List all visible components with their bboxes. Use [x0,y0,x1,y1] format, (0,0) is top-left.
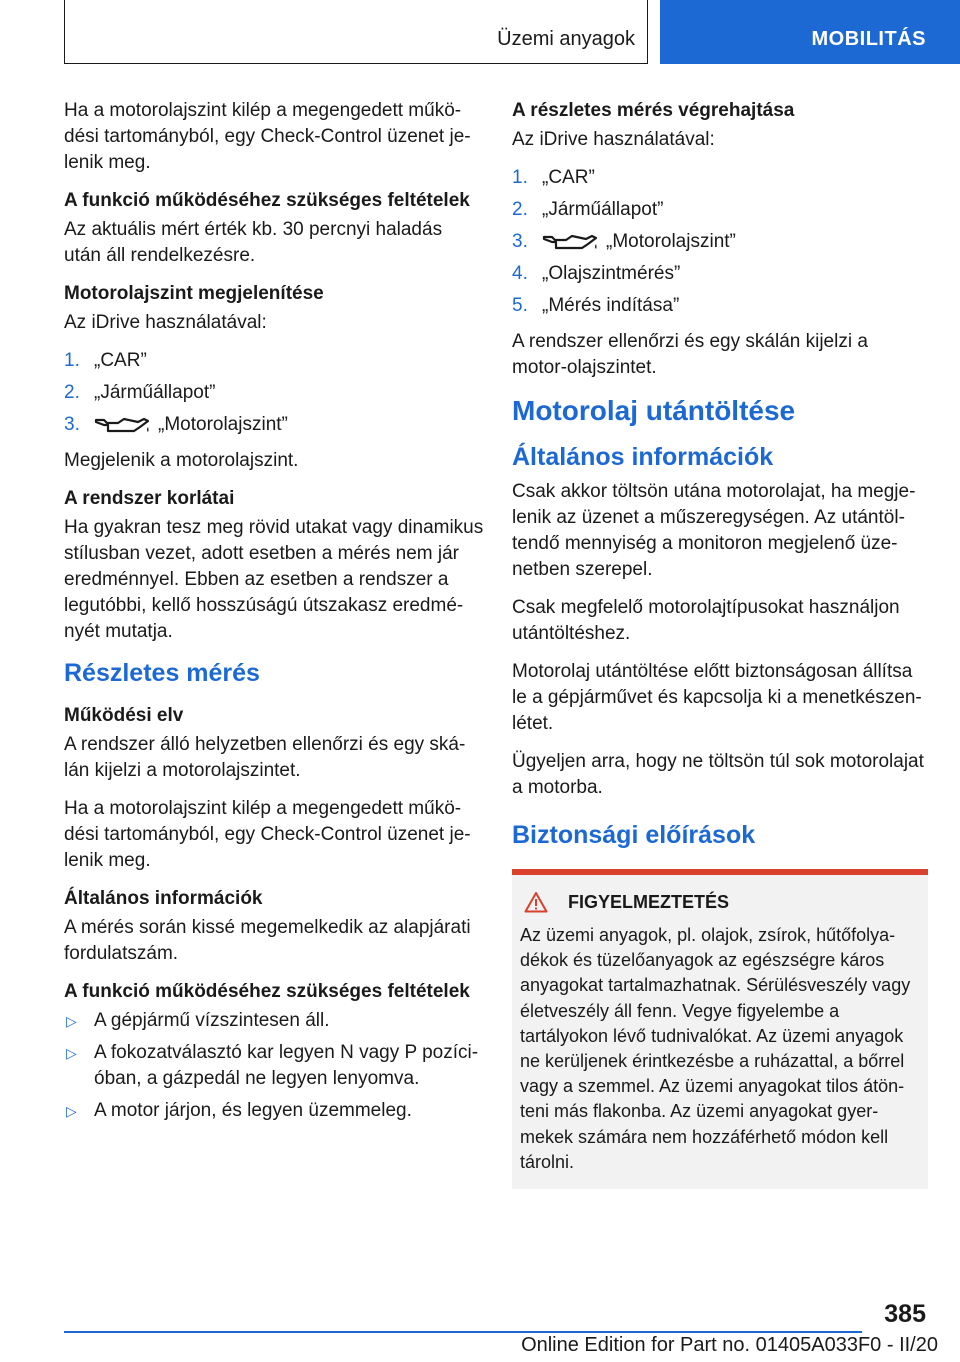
display-heading: Motorolajszint megjelenítése [64,283,324,304]
func-req-text: Az aktuális mért érték kb. 30 percnyi haladás után áll rendelkezésre. [64,219,443,266]
list-item: ▷ A motor járjon, és legyen üzemmeleg. [64,1098,484,1124]
triangle-bullet-icon: ▷ [66,1103,77,1119]
section-title: Üzemi anyagok [497,28,635,50]
general-text-left: A mérés során kissé megemelkedik az alapjárati fordulatszám. [64,917,471,964]
footer-divider [64,1331,862,1333]
list-item: 4. „Olajszintmérés” [512,263,681,284]
safety-heading: Biztonsági előírások [512,821,756,849]
func-req-heading: A funkció működéséhez szükséges feltételek [64,190,470,211]
display-steps-list [64,348,484,438]
list-item: ▷ A gépjármű vízszintesen áll. [64,1008,484,1034]
limits-text: Ha gyakran tesz meg rövid utakat vagy dinamikus stílusban vezet, adott esetben a mérés nem jár eredménnyel. Ebben az esetben a rendszer a legutóbbi, kellő hosszúságú útszakasz eredmé-nyét mutatja. [64,517,484,642]
warning-text: Az üzemi anyagok, pl. olajok, zsírok, hűtőfolya-dékok és tüzelőanyagok az egészségre káros anyagokat tartalmazhatnak. Sérülésveszély vagy életveszély áll fenn. Vegye figyelembe a tartályokon lévő tudnivalókat. Az üzemi anyagok ne kerüljenek érintkezésbe a ruházattal, a bőrrel vagy a szemmel. Az üzemi anyagokat tilos átön-teni más flakonba. Az üzemi anyagokat gyer-mekek számára nem hozzáférhető módon kell tárolni. [520,925,911,1172]
detail-heading: Részletes mérés [64,659,260,687]
general-heading-left: Általános információk [64,888,263,909]
oil-can-icon [542,232,598,252]
warning-triangle-icon [524,891,548,913]
list-item: 5. „Mérés indítása” [512,295,680,316]
display-result: Megjelenik a motorolajszint. [64,450,299,471]
triangle-bullet-icon: ▷ [66,1013,77,1029]
principle-text-2: Ha a motorolajszint kilép a megengedett műkö-dési tartományból, egy Check-Control üzenet je-lenik meg. [64,798,471,871]
list-item: 1. „CAR” [512,167,595,188]
general-heading-right: Általános információk [512,443,774,471]
func-req-heading-2: A funkció működéséhez szükséges feltételek [64,981,470,1002]
list-item: 3. „Motorolajszint” [64,414,288,435]
exec-result: A rendszer ellenőrzi és egy skálán kijelzi a motor-olajszintet. [512,331,868,378]
exec-steps-list [512,165,928,319]
list-item: 2. „Járműállapot” [512,199,664,220]
principle-text-1: A rendszer álló helyzetben ellenőrzi és egy ská-lán kijelzi a motorolajszintet. [64,734,466,781]
list-item: 1. „CAR” [64,350,147,371]
general-paragraph-3: Motorolaj utántöltése előtt biztonságosan állítsa le a gépjárművet és kapcsolja ki a menetkészen-létet. [512,661,922,734]
triangle-bullet-icon: ▷ [66,1045,77,1061]
footer-edition: Online Edition for Part no. 01405A033F0 - II/20 [521,1334,938,1356]
list-item: ▷ A fokozatválasztó kar legyen N vagy P pozíci-óban, a gázpedál ne legyen lenyomva. [66,1042,479,1089]
exec-intro: Az iDrive használatával: [512,129,715,150]
list-item: 3. „Motorolajszint” [512,231,736,252]
exec-heading: A részletes mérés végrehajtása [512,100,795,121]
header-section-box [64,0,648,64]
conditions-list [64,1008,484,1124]
general-paragraph-1: Csak akkor töltsön utána motorolajat, ha megje-lenik az üzenet a műszeregységen. Az utántöl-tendő mennyiség a monitoron megjelenő üze-netben szerepel. [512,481,916,580]
warning-title-row [520,889,920,915]
display-intro: Az iDrive használatával: [64,312,267,333]
general-paragraph-2: Csak megfelelő motorolajtípusokat használjon utántöltéshez. [512,597,900,644]
left-column [64,98,484,1134]
limits-heading: A rendszer korlátai [64,488,235,509]
general-paragraph-4: Ügyeljen arra, hogy ne töltsön túl sok motorolajat a motorba. [512,751,924,798]
refill-heading: Motorolaj utántöltése [512,395,796,426]
principle-heading: Működési elv [64,705,184,726]
chapter-tab [660,0,960,64]
warning-title: FIGYELMEZTETÉS [568,892,730,912]
warning-box [512,869,928,1189]
right-column [512,98,928,1189]
intro-paragraph: Ha a motorolajszint kilép a megengedett műkö-dési tartományból, egy Check-Control üzenet je-lenik meg. [64,100,471,173]
list-item: 2. „Járműállapot” [64,382,216,403]
chapter-tab-label: MOBILITÁS [811,28,926,50]
page-number: 385 [884,1300,926,1328]
oil-can-icon [94,415,150,435]
